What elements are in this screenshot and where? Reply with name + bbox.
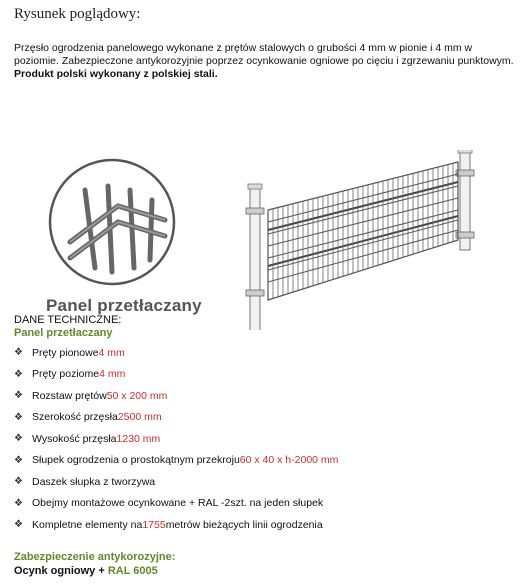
intro-text	[14, 42, 514, 81]
diamond-bullet-icon: ❖	[14, 390, 23, 402]
fence-panel-image	[246, 150, 474, 330]
mesh-detail-image	[50, 160, 174, 284]
page-title: Rysunek poglądowy:	[14, 6, 141, 22]
corrosion-protection-heading: Zabezpieczenie antykorozyjne:	[14, 551, 176, 563]
diamond-bullet-icon: ❖	[14, 368, 23, 380]
technical-data-heading: DANE TECHNICZNE:	[14, 314, 122, 326]
diamond-bullet-icon: ❖	[14, 497, 23, 509]
spec-list	[14, 342, 514, 536]
list-item: ❖ Kompletne elementy na 1755 metrów bieżących linii ogrodzenia	[14, 518, 323, 531]
diamond-bullet-icon: ❖	[14, 476, 23, 488]
panel-caption: Panel przetłaczany	[46, 296, 202, 315]
list-item: ❖ Pręty pionowe 4 mm	[14, 346, 125, 359]
list-item: ❖ Obejmy montażowe ocynkowane + RAL -2szt. na jeden słupek	[14, 497, 324, 510]
list-item: ❖ Szerokość przęsła 2500 mm	[14, 411, 162, 424]
list-item: ❖ Rozstaw prętów 50 x 200 mm	[14, 389, 168, 402]
diamond-bullet-icon: ❖	[14, 433, 23, 445]
diamond-bullet-icon: ❖	[14, 347, 23, 359]
diamond-bullet-icon: ❖	[14, 411, 23, 423]
panel-type-subheading: Panel przetłaczany	[14, 327, 113, 339]
list-item: ❖ Słupek ogrodzenia o prostokątnym przekroju 60 x 40 x h-2000 mm	[14, 454, 339, 467]
diamond-bullet-icon: ❖	[14, 519, 23, 531]
corrosion-protection-value: Ocynk ogniowy + RAL 6005	[14, 565, 158, 577]
list-item: ❖ Pręty poziome 4 mm	[14, 368, 126, 381]
diamond-bullet-icon: ❖	[14, 454, 23, 466]
list-item: ❖ Daszek słupka z tworzywa	[14, 475, 156, 488]
intro-description: Przęsło ogrodzenia panelowego wykonane z prętów stalowych o grubości 4 mm w pionie i 4 mm w poziomie. Zabezpieczone antykorozyjnie poprzez ocynkowanie ogniowe po cięciu i zgrzewaniu punktowym.	[14, 42, 514, 67]
intro-made-in-poland: Produkt polski wykonany z polskiej stali.	[14, 68, 218, 80]
list-item: ❖ Wysokość przęsła 1230 mm	[14, 432, 161, 445]
